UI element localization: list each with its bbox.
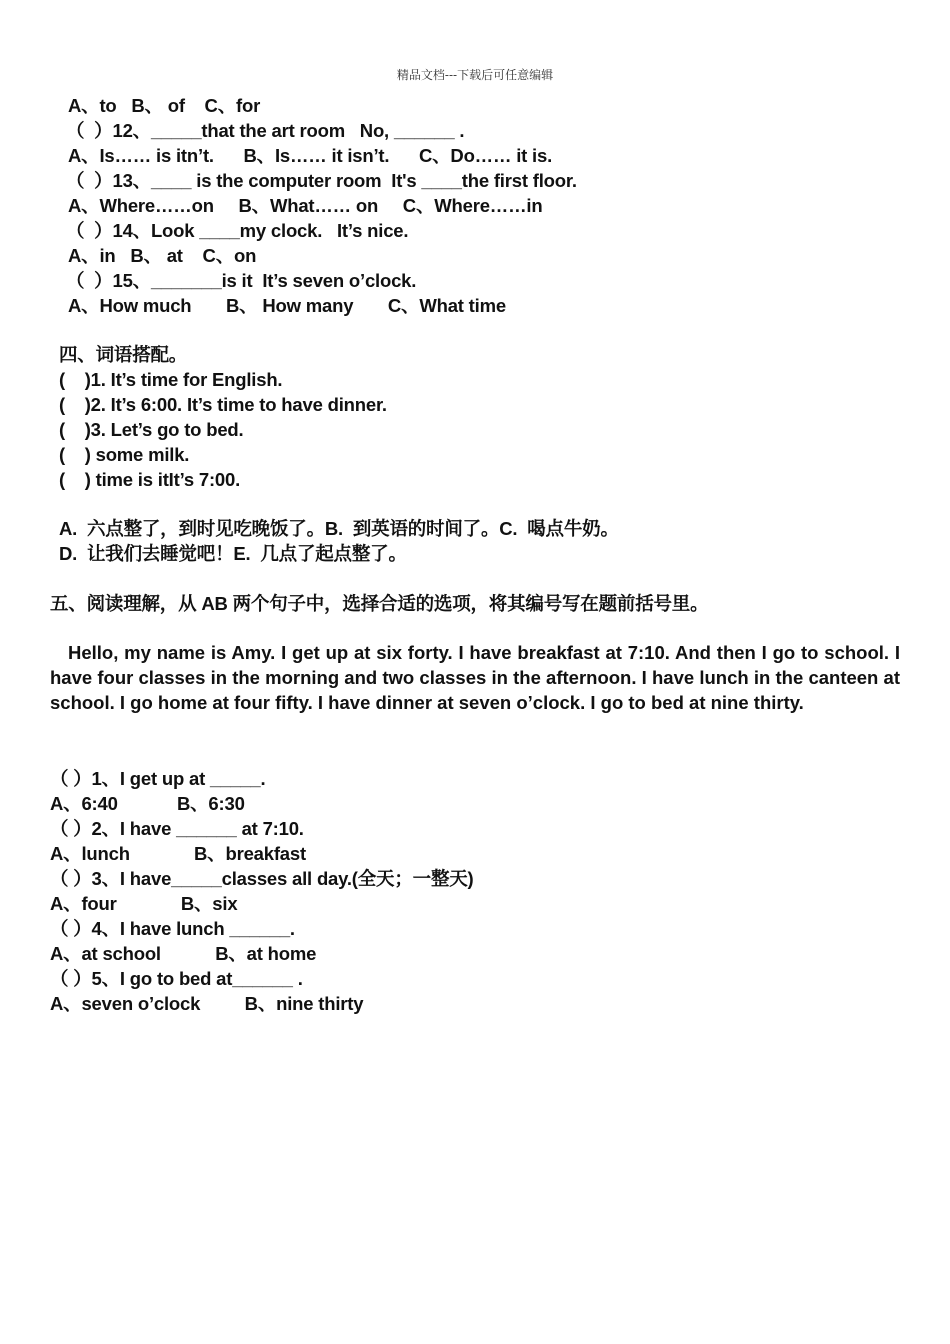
section5-title: 五、阅读理解，从 AB 两个句子中，选择合适的选项，将其编号写在题前括号里。 — [50, 593, 709, 614]
reading-options-2: A、lunch B、breakfast — [50, 843, 306, 864]
match-options-line-2: D. 让我们去睡觉吧！E. 几点了起点整了。 — [59, 543, 407, 564]
q12-options: A、Is…… is itn’t. B、Is…… it isn’t. C、Do…… it is. — [68, 145, 553, 166]
match-item-5: ( ) time is itIt’s 7:00. — [59, 469, 241, 490]
q14-options: A、in B、 at C、on — [68, 245, 257, 266]
reading-question-3: （ ）3、I have_____classes all day.(全天；一整天) — [50, 868, 474, 889]
reading-options-3: A、four B、six — [50, 893, 238, 914]
reading-options-5: A、seven o’clock B、nine thirty — [50, 993, 364, 1014]
question-14: （ ）14、Look ____my clock. It’s nice. — [66, 220, 409, 241]
page-header: 精品文档---下载后可任意编辑 — [396, 68, 554, 82]
match-item-2: ( )2. It’s 6:00. It’s time to have dinner. — [59, 394, 387, 415]
match-item-3: ( )3. Let’s go to bed. — [59, 419, 244, 440]
question-13: （ ）13、____ is the computer room It's ____the first floor. — [66, 170, 577, 191]
question-15: （ ）15、_______is it It’s seven o’clock. — [66, 270, 417, 291]
reading-options-4: A、at school B、at home — [50, 943, 317, 964]
question-12: （ ）12、_____that the art room No, ______ . — [66, 120, 465, 141]
reading-question-2: （ ）2、I have ______ at 7:10. — [50, 818, 304, 839]
match-item-4: ( ) some milk. — [59, 444, 190, 465]
reading-question-4: （ ）4、I have lunch ______. — [50, 918, 295, 939]
q11-options: A、to B、 of C、for — [68, 95, 261, 116]
q13-options: A、Where……on B、What…… on C、Where……in — [68, 195, 543, 216]
reading-question-5: （ ）5、I go to bed at______ . — [50, 968, 303, 989]
reading-passage — [50, 640, 900, 715]
reading-passage-text: Hello, my name is Amy. I get up at six forty. I have breakfast at 7:10. And then I go to school. I have four classes in the morning and two classes in the afternoon. I have lunch in the canteen at school. I go home at four fifty. I have dinner at seven o’clock. I go to bed at nine thirty. — [50, 642, 900, 713]
match-options-line-1: A. 六点整了，到时见吃晚饭了。B. 到英语的时间了。C. 喝点牛奶。 — [59, 518, 619, 539]
match-item-1: ( )1. It’s time for English. — [59, 369, 283, 390]
q15-options: A、How much B、 How many C、What time — [68, 295, 506, 316]
reading-question-1: （ ）1、I get up at _____. — [50, 768, 266, 789]
reading-options-1: A、6:40 B、6:30 — [50, 793, 245, 814]
section4-title: 四、词语搭配。 — [59, 344, 188, 365]
